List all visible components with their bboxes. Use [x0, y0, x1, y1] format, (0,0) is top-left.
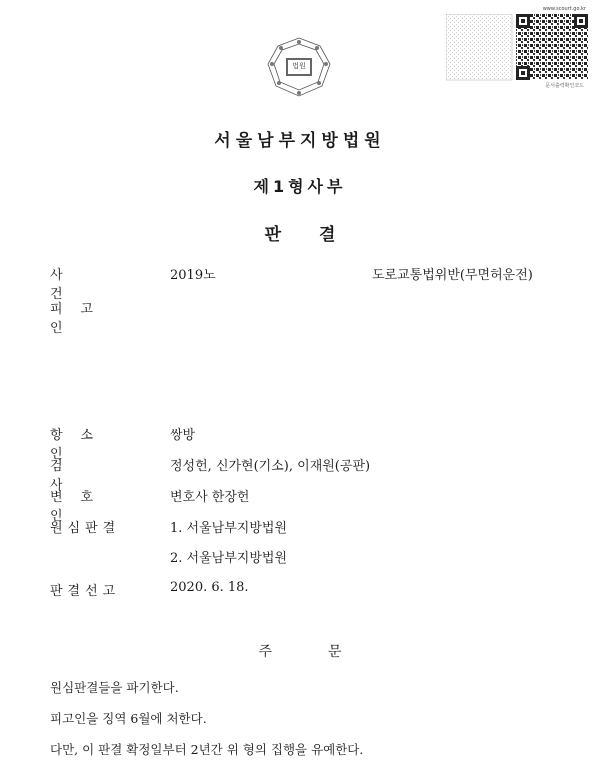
original-judgment-1: 1. 서울남부지방법원: [170, 521, 287, 536]
defense-counsel: 변호사 한장헌: [170, 490, 250, 505]
case-number: 2019노: [170, 268, 216, 283]
court-website-url: www.scourt.go.kr: [542, 6, 586, 12]
court-emblem: [262, 36, 336, 98]
case-charge: 도로교통법위반(무면허운전): [372, 268, 533, 283]
emblem-text: 법원: [292, 62, 306, 70]
court-name: 서울남부지방법원: [214, 131, 386, 151]
field-label-counsel: 변호인: [50, 490, 112, 524]
order-line-1: 원심판결들을 파기한다.: [50, 680, 179, 695]
order-line-2: 피고인을 징역 6월에 처한다.: [50, 711, 207, 726]
verification-code-box: [446, 6, 592, 88]
document-type: 판결: [264, 225, 374, 245]
division-name: 제1형사부: [253, 177, 347, 196]
original-judgment-2: 2. 서울남부지방법원: [170, 551, 287, 566]
order-heading: 주문: [258, 644, 398, 660]
field-label-appellant: 항소인: [50, 428, 112, 462]
field-label-prosecutor: 검사: [50, 459, 107, 493]
field-label-case: 사건: [50, 268, 107, 302]
verification-code-caption: 문서출력확인코드: [545, 83, 584, 89]
appellant-value: 쌍방: [170, 428, 196, 443]
sentencing-date: 2020. 6. 18.: [170, 580, 249, 595]
order-line-3: 다만, 이 판결 확정일부터 2년간 위 형의 집행을 유예한다.: [50, 742, 364, 757]
qr-code-icon: [446, 14, 592, 90]
prosecutor-names: 정성헌, 신가현(기소), 이재원(공판): [170, 459, 371, 474]
field-label-original-judgment: 원심판결: [50, 521, 121, 536]
field-label-defendant: 피고인: [50, 302, 112, 336]
field-label-sentencing-date: 판결선고: [50, 584, 121, 599]
